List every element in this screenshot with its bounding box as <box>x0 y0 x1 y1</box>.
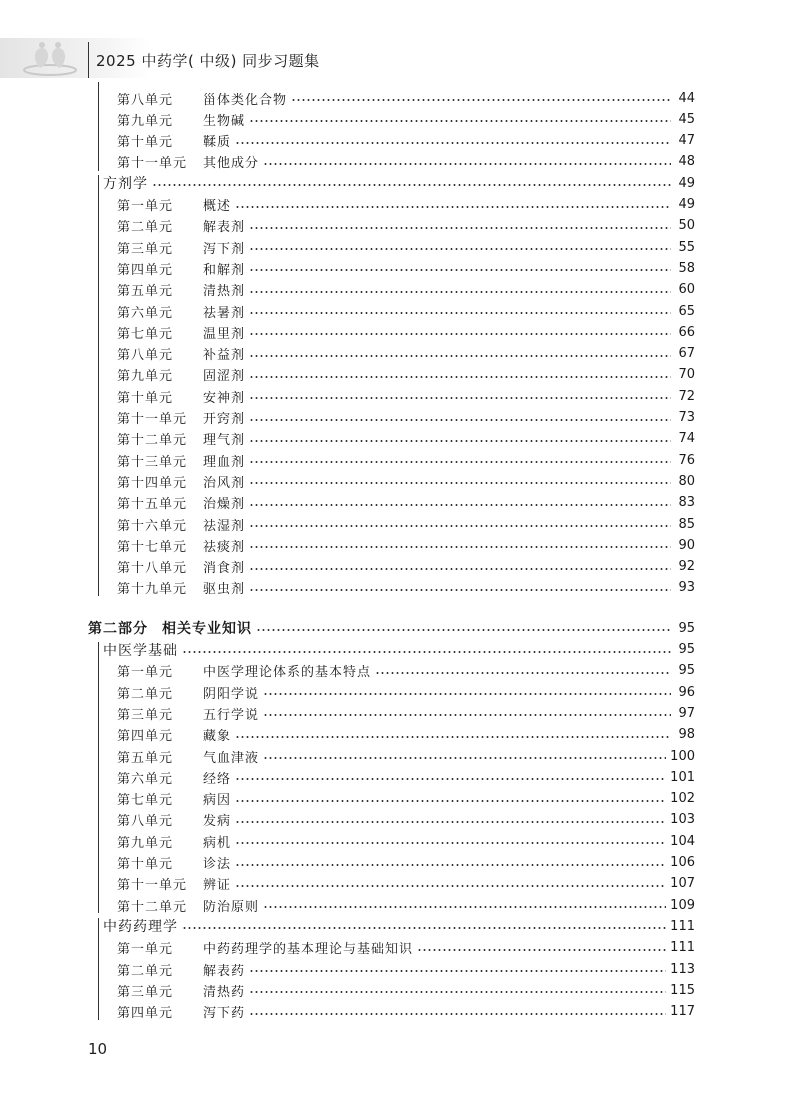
toc-entry-number: 第十八单元 <box>117 561 188 577</box>
toc-entry-unit[interactable] <box>117 365 695 385</box>
toc-entry-number: 第十一单元 <box>117 156 188 172</box>
toc-entry-page: 93 <box>678 580 695 596</box>
toc-entry-unit[interactable] <box>117 450 695 470</box>
toc-entry-page: 80 <box>678 473 695 489</box>
section-rule <box>98 82 99 171</box>
book-title: 2025 中药学( 中级) 同步习题集 <box>96 52 320 70</box>
toc-entry-title: 泻下剂 <box>203 241 246 257</box>
toc-entry-page: 72 <box>678 388 695 404</box>
dot-leader <box>375 666 671 676</box>
dot-leader <box>235 836 666 846</box>
toc-entry-unit[interactable] <box>117 109 695 129</box>
section-rule <box>98 642 99 914</box>
toc-entry-label <box>117 302 245 321</box>
toc-entry-label <box>117 408 245 427</box>
toc-entry-page: 98 <box>678 727 695 743</box>
toc-entry-unit[interactable] <box>117 767 695 787</box>
toc-entry-unit[interactable] <box>117 237 695 257</box>
toc-entry-label <box>117 515 245 534</box>
dot-leader <box>235 772 666 782</box>
dot-leader <box>182 645 671 655</box>
toc-entry-number: 第六单元 <box>117 771 174 787</box>
dot-leader <box>249 562 671 572</box>
toc-entry-number: 第五单元 <box>117 750 174 766</box>
toc-entry-unit[interactable] <box>117 874 695 894</box>
toc-entry-label <box>117 768 231 787</box>
page-number: 10 <box>88 1040 108 1058</box>
toc-entry-unit[interactable] <box>117 831 695 851</box>
toc-entry-label <box>117 704 259 723</box>
toc-entry-label <box>117 832 231 851</box>
toc-entry-label <box>117 195 231 214</box>
toc-entry-unit[interactable] <box>117 853 695 873</box>
dot-leader <box>235 858 666 868</box>
toc-entry-label <box>117 238 245 257</box>
toc-entry-label <box>117 960 245 979</box>
toc-entry-label <box>117 493 245 512</box>
dot-leader <box>249 434 671 444</box>
dot-leader <box>249 1007 666 1017</box>
toc-entry-unit[interactable] <box>117 1002 695 1022</box>
toc-entry-number: 第一单元 <box>117 665 174 681</box>
toc-entry-label <box>103 640 178 660</box>
toc-entry-number: 第七单元 <box>117 326 174 342</box>
toc-entry-subject[interactable] <box>103 173 695 193</box>
dot-leader <box>235 200 671 210</box>
dot-leader <box>235 136 671 146</box>
running-header <box>0 38 800 82</box>
toc-entry-label <box>117 323 245 342</box>
toc-entry-title: 理气剂 <box>203 433 246 449</box>
toc-entry-title: 祛湿剂 <box>203 518 246 534</box>
toc-entry-title: 防治原则 <box>203 899 260 915</box>
toc-entry-page: 100 <box>670 748 695 764</box>
toc-entry-label <box>117 472 245 491</box>
dot-leader <box>249 391 671 401</box>
toc-entry-label <box>117 344 245 363</box>
toc-entry-title: 气血津液 <box>203 750 260 766</box>
toc-entry-label <box>117 874 231 893</box>
toc-entry-page: 50 <box>678 218 695 234</box>
toc-entry-number: 第十七单元 <box>117 539 188 555</box>
toc-entry-title: 概述 <box>203 199 232 214</box>
toc-entry-page: 96 <box>678 684 695 700</box>
toc-entry-page: 47 <box>678 133 695 149</box>
toc-entry-title: 固涩剂 <box>203 369 246 385</box>
dot-leader <box>249 306 671 316</box>
toc-entry-unit[interactable] <box>117 980 695 1000</box>
toc-entry-page: 111 <box>670 940 695 956</box>
toc-entry-title: 泻下药 <box>203 1006 246 1022</box>
toc-entry-title: 方剂学 <box>103 176 148 193</box>
dot-leader <box>152 178 671 188</box>
toc-entry-page: 66 <box>678 324 695 340</box>
toc-entry-number: 第三单元 <box>117 984 174 1000</box>
dot-leader <box>249 114 671 124</box>
dot-leader <box>249 583 671 593</box>
dot-leader <box>182 921 666 931</box>
toc-entry-number: 第二部分 <box>88 621 148 638</box>
toc-entry-number: 第十二单元 <box>117 433 188 449</box>
toc-entry-page: 85 <box>678 516 695 532</box>
dot-leader <box>249 985 666 995</box>
toc-entry-number: 第七单元 <box>117 793 174 809</box>
toc-entry-page: 74 <box>678 431 695 447</box>
toc-entry-page: 95 <box>678 642 695 657</box>
toc-entry-unit[interactable] <box>117 471 695 491</box>
toc-entry-number: 第四单元 <box>117 729 174 745</box>
toc-entry-label <box>117 110 245 129</box>
toc-entry-page: 44 <box>678 90 695 106</box>
toc-entry-number: 第十二单元 <box>117 899 188 915</box>
toc-entry-title: 清热药 <box>203 984 246 1000</box>
dot-leader <box>256 623 671 633</box>
toc-entry-page: 45 <box>678 111 695 127</box>
toc-entry-label <box>117 131 231 150</box>
toc-entry-title: 藏象 <box>203 729 232 745</box>
toc-entry-title: 驱虫剂 <box>203 582 246 598</box>
toc-entry-number: 第十四单元 <box>117 475 188 491</box>
toc-entry-label <box>117 853 231 872</box>
toc-entry-unit[interactable] <box>117 514 695 534</box>
toc-entry-unit[interactable] <box>117 344 695 364</box>
dot-leader <box>235 794 666 804</box>
toc-entry-page: 117 <box>670 1004 695 1020</box>
toc-entry-label <box>117 747 259 766</box>
toc-entry-title: 其他成分 <box>203 156 260 172</box>
dot-leader <box>249 285 671 295</box>
toc-entry-title: 相关专业知识 <box>162 621 252 638</box>
toc-entry-unit[interactable] <box>117 578 695 598</box>
toc-entry-title: 补益剂 <box>203 348 246 364</box>
toc-entry-page: 73 <box>678 410 695 425</box>
dot-leader <box>263 708 671 718</box>
toc-entry-number: 第二单元 <box>117 963 174 979</box>
toc-entry-number: 第九单元 <box>117 369 174 385</box>
toc-entry-label <box>117 387 245 406</box>
toc-entry-page: 76 <box>678 452 695 468</box>
toc-entry-title: 理血剂 <box>203 454 246 470</box>
toc-entry-unit[interactable] <box>117 386 695 406</box>
toc-entry-page: 49 <box>678 175 695 191</box>
toc-entry-label <box>117 981 245 1000</box>
toc-entry-number: 第十单元 <box>117 135 174 151</box>
toc-entry-number: 第五单元 <box>117 284 174 300</box>
section-rule <box>98 175 99 596</box>
toc-entry-title: 治风剂 <box>203 475 246 491</box>
toc-entry-title: 甾体类化合物 <box>203 92 288 108</box>
toc-entry-page: 49 <box>678 197 695 212</box>
dot-leader <box>235 730 671 740</box>
dot-leader <box>249 498 671 508</box>
dot-leader <box>249 519 671 529</box>
dot-leader <box>235 879 666 889</box>
toc-entry-title: 祛痰剂 <box>203 539 246 555</box>
toc-entry-number: 第二单元 <box>117 220 174 236</box>
toc-entry-unit[interactable] <box>117 557 695 577</box>
toc-entry-number: 第十单元 <box>117 857 174 872</box>
dot-leader <box>263 157 671 167</box>
toc-entry-number: 第三单元 <box>117 241 174 257</box>
dot-leader <box>249 455 671 465</box>
toc-entry-page: 95 <box>678 663 695 679</box>
toc-entry-label <box>117 1002 245 1021</box>
dot-leader <box>417 943 666 953</box>
section-rule <box>98 918 99 1019</box>
toc-entry-page: 103 <box>670 812 695 828</box>
header-divider <box>88 42 89 78</box>
toc-entry-title: 诊法 <box>203 857 232 872</box>
toc-entry-title: 和解剂 <box>203 262 246 278</box>
toc-entry-page: 65 <box>678 303 695 319</box>
toc-entry-unit[interactable] <box>117 682 695 702</box>
toc-entry-title: 中药药理学的基本理论与基础知识 <box>203 942 414 958</box>
toc-entry-title: 清热剂 <box>203 284 246 300</box>
toc-entry-number: 第一单元 <box>117 199 174 214</box>
toc-entry-subject[interactable] <box>103 640 695 660</box>
toc-entry-label <box>117 810 231 829</box>
toc-entry-number: 第十单元 <box>117 390 174 406</box>
toc-entry-label <box>117 429 245 448</box>
toc-entry-unit[interactable] <box>117 408 695 428</box>
toc-entry-page: 48 <box>678 154 695 170</box>
toc-entry-unit[interactable] <box>117 789 695 809</box>
toc-entry-title: 鞣质 <box>203 135 232 151</box>
toc-entry-title: 生物碱 <box>203 113 246 129</box>
toc-entry-title: 温里剂 <box>203 326 246 342</box>
toc-entry-title: 发病 <box>203 814 232 830</box>
toc-entry-page: 55 <box>678 239 695 255</box>
toc-entry-number: 第六单元 <box>117 305 174 321</box>
dot-leader <box>263 900 666 910</box>
toc-entry-title: 消食剂 <box>203 561 246 577</box>
toc-entry-label <box>117 661 371 680</box>
toc-entry-label <box>103 916 178 936</box>
dot-leader <box>249 242 671 252</box>
toc-entry-label <box>117 451 245 470</box>
toc-entry-number: 第八单元 <box>117 814 174 830</box>
toc-entry-unit[interactable] <box>117 938 695 958</box>
toc-entry-unit[interactable] <box>117 216 695 236</box>
toc-entry-unit[interactable] <box>117 301 695 321</box>
toc-entry-page: 104 <box>670 833 695 849</box>
dot-leader <box>235 815 666 825</box>
dot-leader <box>249 413 671 423</box>
toc-entry-unit[interactable] <box>117 88 695 108</box>
toc-entry-page: 95 <box>678 620 695 636</box>
toc-entry-part[interactable] <box>88 618 695 638</box>
toc-entry-page: 58 <box>678 260 695 276</box>
toc-entry-label <box>117 152 259 171</box>
toc-entry-number: 第十五单元 <box>117 497 188 513</box>
toc-entry-page: 60 <box>678 282 695 298</box>
toc-entry-title: 中医学理论体系的基本特点 <box>203 665 372 681</box>
toc-entry-number: 第十一单元 <box>117 878 188 894</box>
toc-entry-number: 第九单元 <box>117 835 174 851</box>
dot-leader <box>263 687 671 697</box>
toc-entry-number: 第一单元 <box>117 942 174 958</box>
toc-entry-title: 阴阳学说 <box>203 686 260 702</box>
dot-leader <box>249 349 671 359</box>
toc-entry-page: 106 <box>670 855 695 870</box>
toc-entry-label <box>117 280 245 299</box>
toc-entry-page: 111 <box>670 918 695 934</box>
toc-entry-unit[interactable] <box>117 493 695 513</box>
toc-entry-label <box>117 216 245 235</box>
toc-entry-page: 97 <box>678 705 695 721</box>
toc-entry-unit[interactable] <box>117 746 695 766</box>
toc-entry-unit[interactable] <box>117 661 695 681</box>
toc-entry-number: 第八单元 <box>117 348 174 364</box>
toc-entry-label <box>117 365 245 384</box>
toc-entry-page: 101 <box>670 769 695 785</box>
toc-entry-page: 109 <box>670 897 695 913</box>
toc-entry-label <box>117 536 245 555</box>
toc-entry-title: 五行学说 <box>203 707 260 723</box>
toc-entry-label <box>103 173 148 193</box>
toc-entry-label <box>117 896 259 915</box>
toc-entry-number: 第十一单元 <box>117 412 188 427</box>
toc-entry-title: 辨证 <box>203 878 232 894</box>
toc-entry-unit[interactable] <box>117 322 695 342</box>
toc-entry-title: 解表药 <box>203 963 246 979</box>
toc-entry-page: 107 <box>670 876 695 892</box>
toc-entry-number: 第九单元 <box>117 113 174 129</box>
toc-entry-subject[interactable] <box>103 916 695 936</box>
dot-leader <box>249 327 671 337</box>
toc-entry-page: 67 <box>678 346 695 362</box>
toc-entry-label <box>117 557 245 576</box>
toc-entry-unit[interactable] <box>117 429 695 449</box>
toc-entry-title: 中药药理学 <box>103 919 178 936</box>
toc-entry-title: 解表剂 <box>203 220 246 236</box>
toc-entry-unit[interactable] <box>117 703 695 723</box>
toc-entry-unit[interactable] <box>117 959 695 979</box>
toc-entry-label <box>117 578 245 597</box>
toc-entry-unit[interactable] <box>117 152 695 172</box>
dot-leader <box>249 370 671 380</box>
toc-entry-title: 中医学基础 <box>103 642 178 659</box>
toc-entry-unit[interactable] <box>117 810 695 830</box>
toc-entry-unit[interactable] <box>117 895 695 915</box>
toc-entry-page: 70 <box>678 367 695 383</box>
toc-entry-label <box>117 938 413 957</box>
dot-leader <box>249 263 671 273</box>
toc-entry-title: 开窍剂 <box>203 412 246 427</box>
publisher-logo-icon <box>18 40 82 78</box>
toc-entry-unit[interactable] <box>117 725 695 745</box>
dot-leader <box>249 476 671 486</box>
toc-entry-title: 病因 <box>203 793 232 809</box>
toc-entry-page: 90 <box>678 537 695 553</box>
toc-entry-title: 病机 <box>203 835 232 851</box>
toc-entry-label <box>88 618 252 638</box>
dot-leader <box>263 751 666 761</box>
toc-entry-label <box>117 89 287 108</box>
toc-entry-title: 治燥剂 <box>203 497 246 513</box>
toc-entry-number: 第二单元 <box>117 686 174 702</box>
dot-leader <box>291 93 671 103</box>
toc-entry-number: 第四单元 <box>117 262 174 278</box>
toc-entry-number: 第三单元 <box>117 707 174 723</box>
toc-entry-page: 102 <box>670 791 695 807</box>
toc-entry-title: 经络 <box>203 771 232 787</box>
dot-leader <box>249 540 671 550</box>
toc-entry-unit[interactable] <box>117 258 695 278</box>
toc-entry-number: 第四单元 <box>117 1006 174 1022</box>
toc-entry-label <box>117 259 245 278</box>
toc-entry-title: 安神剂 <box>203 390 246 406</box>
toc-entry-number: 第十九单元 <box>117 582 188 598</box>
toc-entry-page: 113 <box>670 961 695 977</box>
dot-leader <box>249 221 671 231</box>
toc-entry-page: 83 <box>678 495 695 511</box>
toc-entry-label <box>117 789 231 808</box>
toc-entry-number: 第十三单元 <box>117 454 188 470</box>
toc-entry-unit[interactable] <box>117 280 695 300</box>
toc-entry-unit[interactable] <box>117 131 695 151</box>
toc-entry-label <box>117 683 259 702</box>
toc-entry-number: 第八单元 <box>117 92 174 108</box>
toc-entry-unit[interactable] <box>117 195 695 215</box>
dot-leader <box>249 964 666 974</box>
toc-entry-number: 第十六单元 <box>117 518 188 534</box>
toc-entry-unit[interactable] <box>117 535 695 555</box>
toc-entry-title: 祛暑剂 <box>203 305 246 321</box>
toc-entry-page: 92 <box>678 559 695 575</box>
toc-entry-label <box>117 725 231 744</box>
toc-entry-page: 115 <box>670 982 695 998</box>
